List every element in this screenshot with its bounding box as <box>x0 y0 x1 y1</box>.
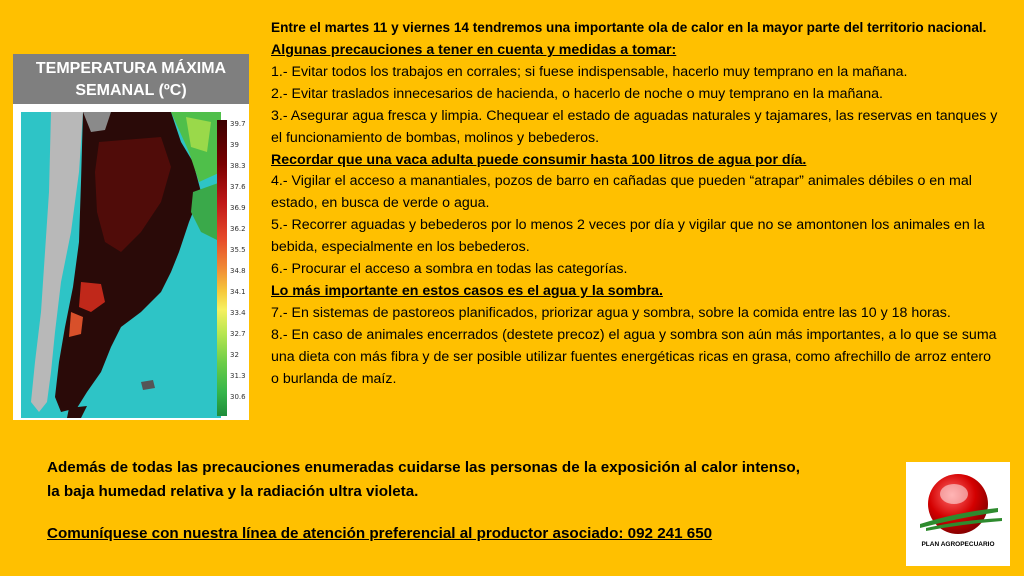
note-line2: la baja humedad relativa y la radiación ultra violeta. <box>47 483 419 500</box>
personal-care-note <box>47 456 887 504</box>
scale-label: 34.8 <box>230 267 246 275</box>
list-item: 8.- En caso de animales encerrados (destete precoz) el agua y sombra son aún más importantes, a lo que se suma una dieta con más fibra y de ser posible utilizar fuentes energéticas ricas en grasa, como afrechillo de arroz entero o burlanda de maíz. <box>271 326 997 387</box>
scale-label: 31.3 <box>230 372 246 380</box>
scale-label: 35.5 <box>230 246 246 254</box>
list-item: 1.- Evitar todos los trabajos en corrales; si fuese indispensable, hacerlo muy temprano en la mañana. <box>271 63 908 80</box>
temperature-map <box>21 112 221 418</box>
scale-bar <box>217 120 227 416</box>
precautions-text <box>271 18 1001 391</box>
logo-emblem-icon <box>906 462 1010 542</box>
scale-label: 39 <box>230 141 239 149</box>
map-title-line2: SEMANAL (ºC) <box>75 82 187 99</box>
scale-label: 37.6 <box>230 183 246 191</box>
scale-label: 36.9 <box>230 204 246 212</box>
temperature-scale <box>217 120 247 416</box>
highlight-water-shade: Lo más importante en estos casos es el agua y la sombra. <box>271 282 663 299</box>
list-item: 4.- Vigilar el acceso a manantiales, pozos de barro en cañadas que pueden “atrapar” animales débiles o en mal estado, en busca de verde o agua. <box>271 173 972 212</box>
scale-label: 39.7 <box>230 120 246 128</box>
map-title-line1: TEMPERATURA MÁXIMA <box>35 60 227 77</box>
list-item: 6.- Procurar el acceso a sombra en todas las categorías. <box>271 261 628 278</box>
logo-text: PLAN AGROPECUARIO <box>921 541 995 548</box>
plan-agropecuario-logo <box>906 462 1010 566</box>
highlight-water-consumption: Recordar que una vaca adulta puede consumir hasta 100 litros de agua por día. <box>271 151 807 168</box>
note-line1: Además de todas las precauciones enumeradas cuidarse las personas de la exposición al calor intenso, <box>47 459 800 476</box>
map-title <box>13 54 249 104</box>
list-item: 5.- Recorrer aguadas y bebederos por lo menos 2 veces por día y vigilar que no se amontonen los animales en la bebida, especialmente en los bebederos. <box>271 217 985 256</box>
scale-label: 34.1 <box>230 288 246 296</box>
scale-label: 33.4 <box>230 309 246 317</box>
precautions-subheading: Algunas precauciones a tener en cuenta y medidas a tomar: <box>271 42 677 58</box>
contact-line: Comuníquese con nuestra línea de atención preferencial al productor asociado: 092 241 650 <box>47 525 713 542</box>
list-item: 2.- Evitar traslados innecesarios de hacienda, o hacerlo de noche o muy temprano en la mañana. <box>271 85 884 102</box>
scale-label: 38.3 <box>230 162 246 170</box>
intro-headline: Entre el martes 11 y viernes 14 tendremos una importante ola de calor en la mayor parte del territorio nacional. <box>271 20 987 35</box>
scale-label: 36.2 <box>230 225 246 233</box>
list-item: 3.- Asegurar agua fresca y limpia. Chequear el estado de aguadas naturales y tajamares, las reservas en tanques y el funcionamiento de bombas, molinos y bebederos. <box>271 107 998 146</box>
scale-label: 32 <box>230 351 239 359</box>
scale-label: 32.7 <box>230 330 246 338</box>
list-item: 7.- En sistemas de pastoreos planificados, priorizar agua y sombra, sobre la comida entre las 10 y 18 horas. <box>271 304 951 321</box>
scale-label: 30.6 <box>230 393 246 401</box>
temperature-map-panel <box>13 54 249 420</box>
